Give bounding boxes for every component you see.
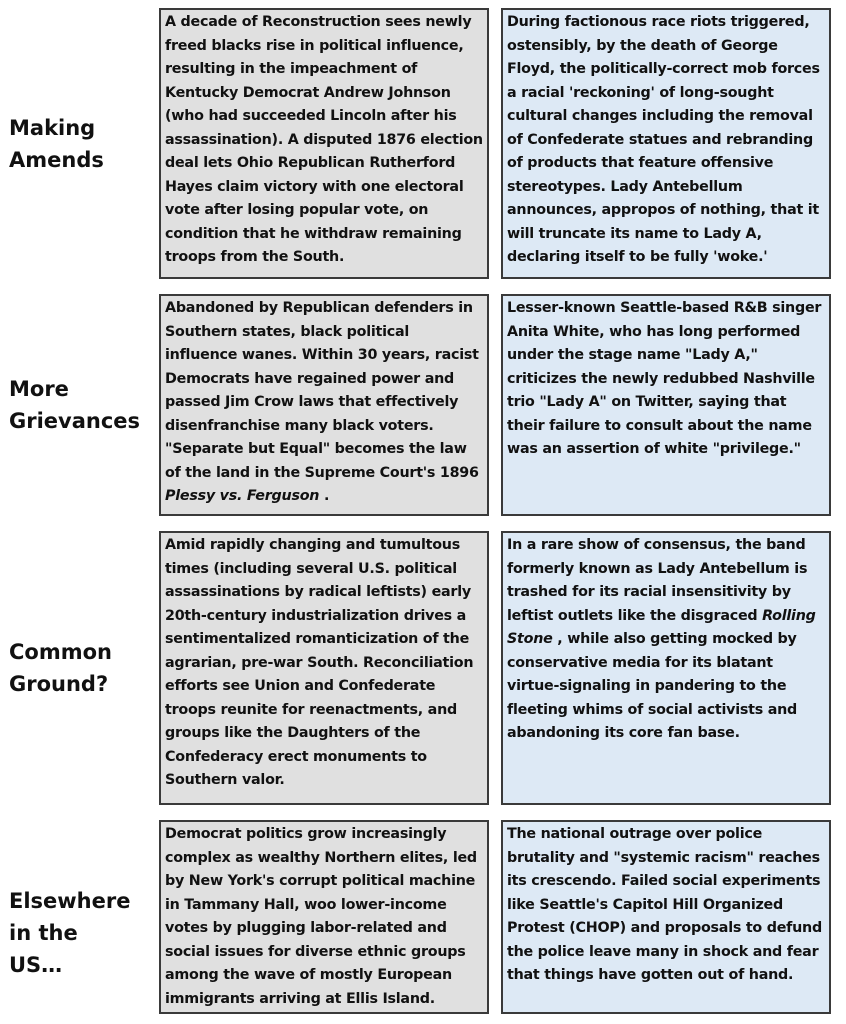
modern-event-text-end: , while also getting mocked by conservative media for its blatant virtue-signaling in pandering to the fleeting whims of social activists and abandoning its core fan base. xyxy=(507,631,798,741)
row-label-common-ground: Common Ground? xyxy=(9,640,112,696)
row-label-more-grievances: More Grievances xyxy=(9,377,141,433)
modern-event-box xyxy=(501,820,831,1014)
modern-event-text: In a rare show of consensus, the band formerly known as Lady Antebellum is trashed for its racial insensitivity by leftist outlets like the disgraced xyxy=(507,537,808,624)
historical-event-text: Amid rapidly changing and tumultous times (including several U.S. political assassinations by radical leftists) early 20th-century industrialization drives a sentimentalized romanticization of the agrarian, pre-war South. Reconciliation efforts see Union and Confederate troops reunite for reenactments, and groups like the Daughters of the Confederacy erect monuments to Southern valor. xyxy=(165,537,474,788)
historical-event-text: Democrat politics grow increasingly complex as wealthy Northern elites, led by New York's corrupt political machine in Tammany Hall, woo lower-income votes by plugging labor-related and social issues for diverse ethnic groups among the wave of mostly European immigrants arriving at Ellis Island. xyxy=(165,826,477,1007)
modern-event-text: The national outrage over police brutality and "systemic racism" reaches its crescendo. Failed social experiments like Seattle's Capitol Hill Organized Protest (CHOP) and proposals to defund the police leave many in shock and fear that things have gotten out of hand. xyxy=(507,826,822,983)
modern-event-box xyxy=(501,294,831,516)
historical-event-text: Abandoned by Republican defenders in Southern states, black political influence wanes. Within 30 years, racist Democrats have regained power and passed Jim Crow laws that effectively disenfranchise many black voters. "Separate but Equal" becomes the law of the land in the Supreme Court's 1896 xyxy=(165,300,479,481)
modern-event-text: Lesser-known Seattle-based R&B singer Anita White, who has long performed under the stage name "Lady A," criticizes the newly redubbed Nashville trio "Lady A" on Twitter, saying that their failure to consult about the name was an assertion of white "privilege." xyxy=(507,300,822,457)
publication-title: Rolling Stone xyxy=(507,607,816,647)
historical-event-box xyxy=(159,294,489,516)
historical-event-box xyxy=(159,820,489,1014)
modern-event-box xyxy=(501,8,831,279)
row-label-elsewhere: Elsewhere in the US… xyxy=(9,889,131,977)
court-case-title: Plessy vs. Ferguson xyxy=(165,488,320,504)
historical-event-box xyxy=(159,531,489,805)
historical-event-box xyxy=(159,8,489,279)
historical-event-text-end: . xyxy=(319,488,330,504)
modern-event-text: During factionous race riots triggered, ostensibly, by the death of George Floyd, the politically-correct mob forces a racial 'reckoning' of long-sought cultural changes including the removal of Confederate statues and rebranding of products that feature offensive stereotypes. Lady Antebellum announces, appropos of nothing, that it will truncate its name to Lady A, declaring itself to be fully 'woke.' xyxy=(507,14,820,265)
historical-event-text: A decade of Reconstruction sees newly freed blacks rise in political influence, resulting in the impeachment of Kentucky Democrat Andrew Johnson (who had succeeded Lincoln after his assassination). A disputed 1876 election deal lets Ohio Republican Rutherford Hayes claim victory with one electoral vote after losing popular vote, on condition that he withdraw remaining troops from the South. xyxy=(165,14,483,265)
row-label-making-amends: Making Amends xyxy=(9,116,104,172)
modern-event-box xyxy=(501,531,831,805)
